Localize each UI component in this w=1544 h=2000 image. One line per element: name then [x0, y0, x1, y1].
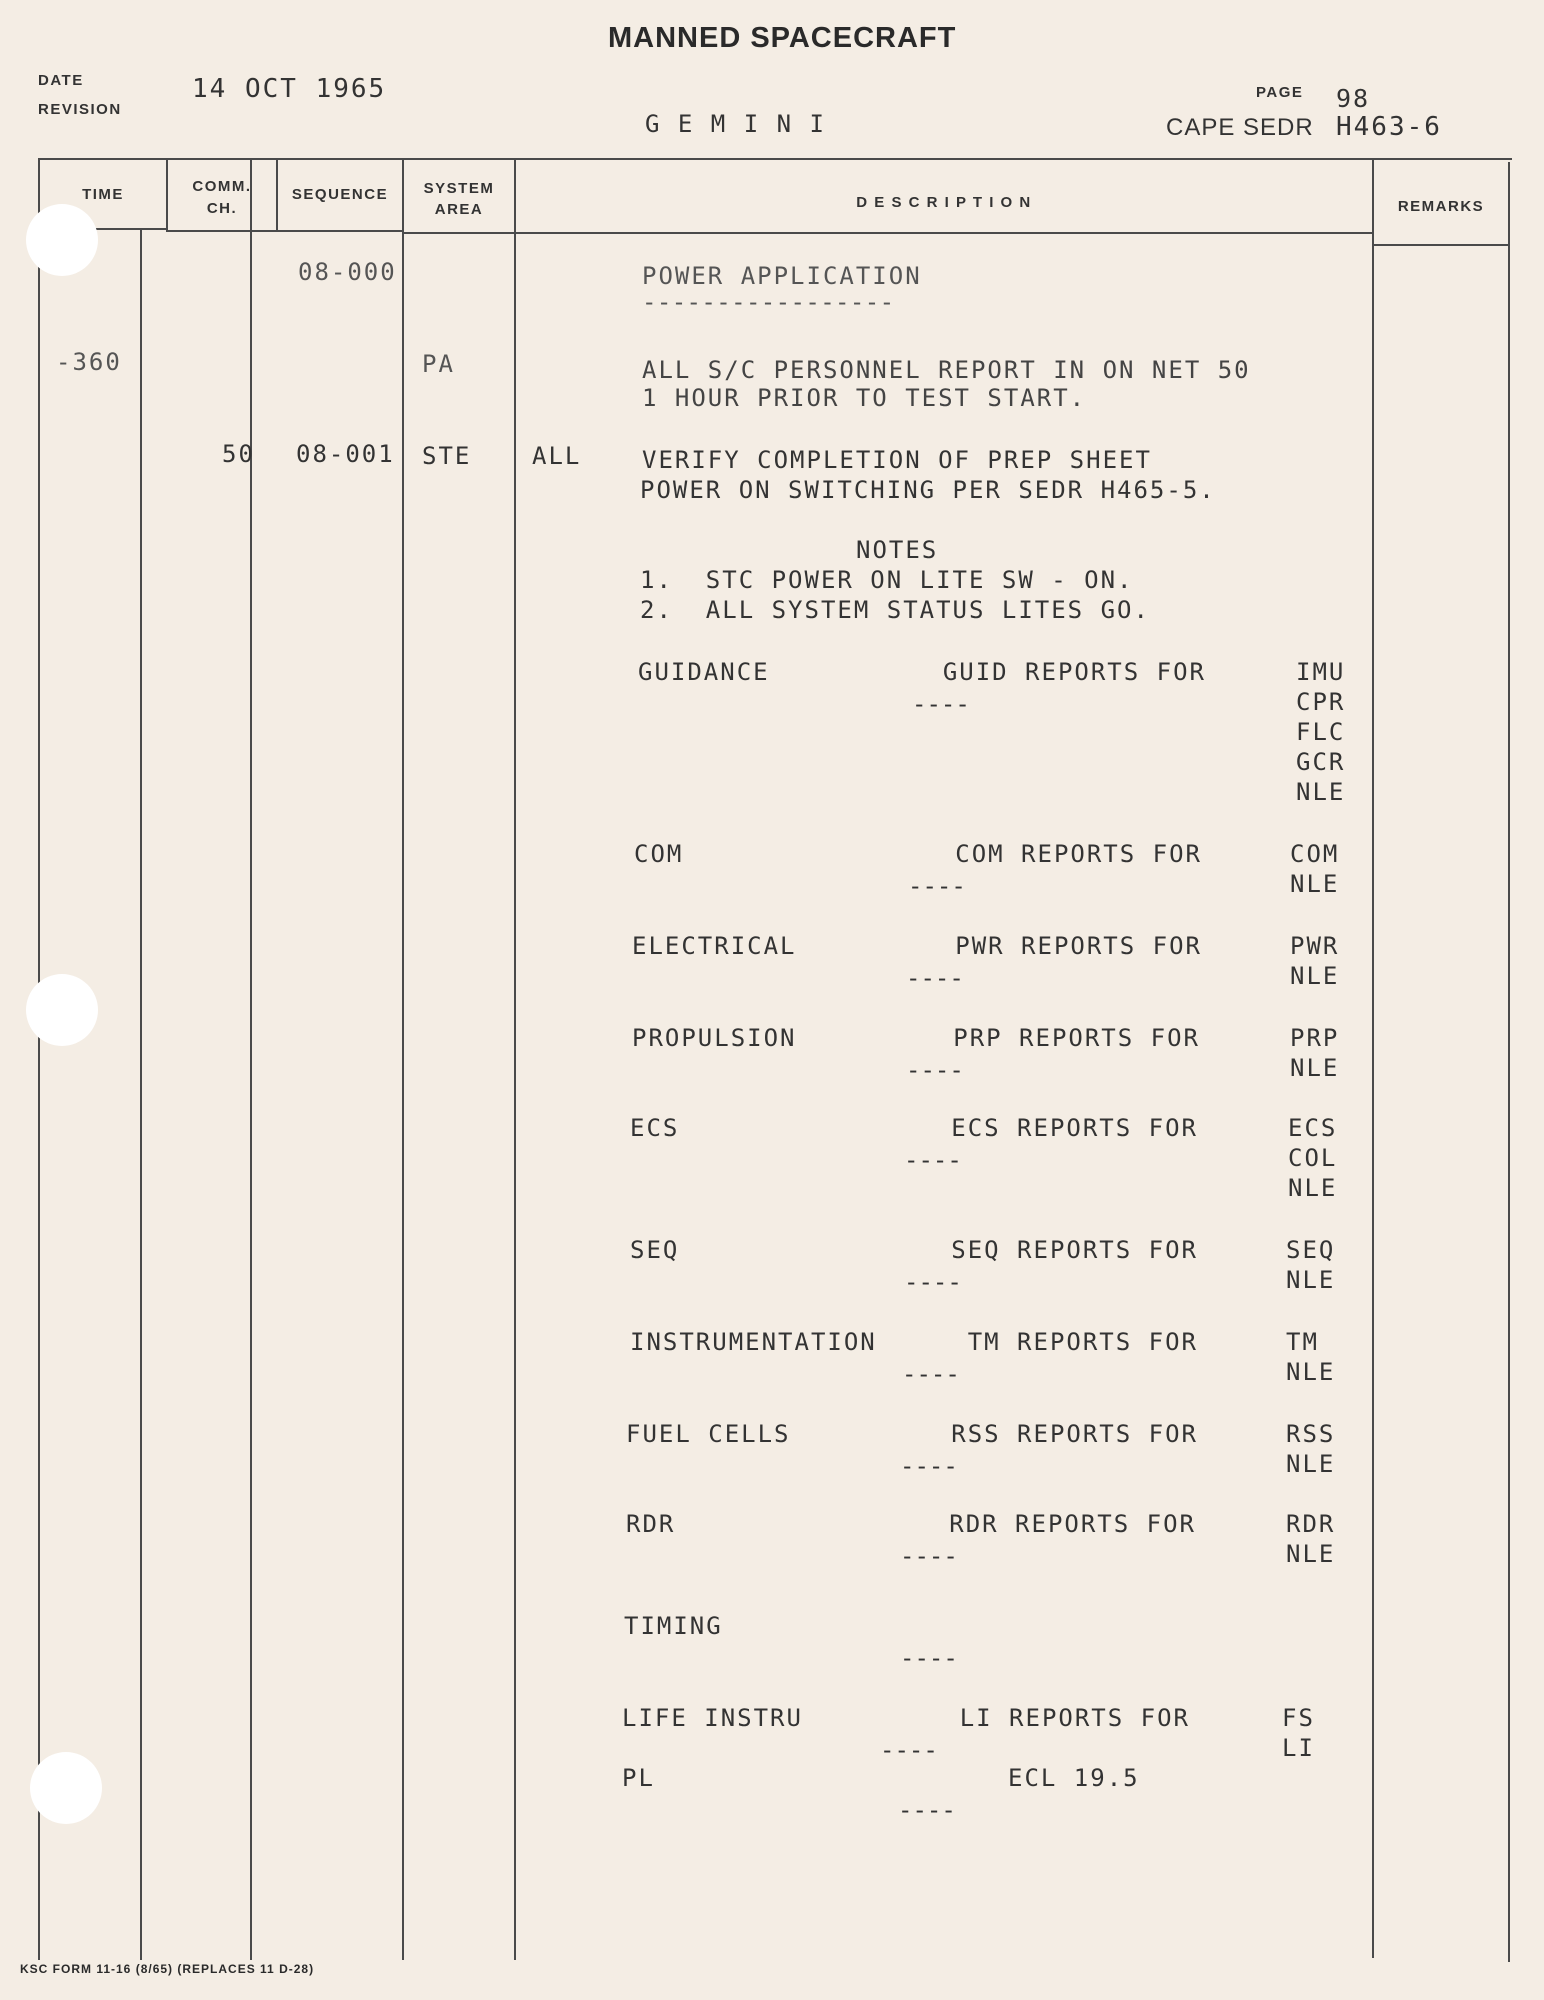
description-line: POWER ON SWITCHING PER SEDR H465-5.	[640, 476, 1216, 504]
system-dash: ----	[904, 1146, 962, 1174]
sequence-header-rule	[276, 230, 404, 232]
section-title-underline: -----------------	[642, 288, 895, 316]
system-report-line: RSS REPORTS FOR	[951, 1420, 1198, 1448]
system-dash: ----	[898, 1796, 956, 1824]
system-report-item: LI	[1282, 1734, 1315, 1762]
page-title: MANNED SPACECRAFT	[608, 22, 957, 54]
description-line: 1 HOUR PRIOR TO TEST START.	[642, 384, 1087, 412]
system-report-item: NLE	[1286, 1540, 1336, 1568]
sequence-08-001: 08-001	[296, 440, 395, 468]
description-header-rule	[514, 232, 1372, 234]
revision-label: REVISION	[38, 101, 122, 118]
description-remarks-divider	[1372, 160, 1374, 1958]
column-header-description: D E S C R I P T I O N	[856, 194, 1032, 211]
column-header-comm-line1: COMM.	[192, 178, 252, 195]
system-report-item: PRP	[1290, 1024, 1340, 1052]
time-minus-360: -360	[56, 348, 122, 376]
table-top-border	[38, 158, 1512, 160]
system-report-line: ECS REPORTS FOR	[951, 1114, 1198, 1142]
system-dash: ----	[902, 1360, 960, 1388]
column-header-system-line2: AREA	[434, 201, 484, 218]
system-report-item: RDR	[1286, 1510, 1336, 1538]
system-report-line: PRP REPORTS FOR	[953, 1024, 1200, 1052]
page-label: PAGE	[1256, 84, 1304, 101]
system-report-item: FLC	[1296, 718, 1346, 746]
system-report-line: SEQ REPORTS FOR	[951, 1236, 1198, 1264]
system-name: PL	[622, 1764, 655, 1792]
system-area-pa: PA	[422, 350, 455, 378]
system-dash: ----	[900, 1452, 958, 1480]
system-name: COM	[634, 840, 684, 868]
system-report-item: IMU	[1296, 658, 1346, 686]
date-label: DATE	[38, 72, 84, 89]
form-number: KSC FORM 11-16 (8/65) (REPLACES 11 D-28)	[20, 1962, 315, 1976]
note-item: 2. ALL SYSTEM STATUS LITES GO.	[640, 596, 1150, 624]
system-report-item: COM	[1290, 840, 1340, 868]
system-report-line: RDR REPORTS FOR	[949, 1510, 1196, 1538]
column-header-sequence: SEQUENCE	[291, 186, 389, 203]
time-comm-divider	[140, 230, 142, 1960]
page-number: 98	[1336, 84, 1371, 113]
system-report-item: CPR	[1296, 688, 1346, 716]
system-report-item: NLE	[1290, 962, 1340, 990]
doc-label: CAPE SEDR	[1166, 114, 1314, 141]
comm-sequence-divider	[250, 158, 252, 1960]
system-report-line: LI REPORTS FOR	[959, 1704, 1190, 1732]
system-name: RDR	[626, 1510, 676, 1538]
date-value: 14 OCT 1965	[192, 74, 387, 104]
system-report-item: TM	[1286, 1328, 1319, 1356]
remarks-header-rule	[1372, 244, 1510, 246]
system-report-item: NLE	[1290, 1054, 1340, 1082]
system-dash: ----	[906, 1056, 964, 1084]
column-header-remarks: REMARKS	[1397, 198, 1485, 215]
system-report-item: NLE	[1290, 870, 1340, 898]
column-header-time: TIME	[82, 186, 124, 203]
notes-title: NOTES	[856, 536, 939, 564]
system-name: GUIDANCE	[638, 658, 770, 686]
column-header-comm-line2: CH.	[206, 200, 238, 217]
section-title: POWER APPLICATION	[642, 262, 922, 290]
system-dash: ----	[904, 1268, 962, 1296]
system-report-line: PWR REPORTS FOR	[955, 932, 1202, 960]
system-report-item: NLE	[1286, 1450, 1336, 1478]
binder-hole	[26, 974, 98, 1046]
system-dash: ----	[906, 964, 964, 992]
system-dash: ----	[912, 690, 970, 718]
system-report-line: ECL 19.5	[1008, 1764, 1140, 1792]
description-line: ALL S/C PERSONNEL REPORT IN ON NET 50	[642, 356, 1251, 384]
system-report-item: ECS	[1288, 1114, 1338, 1142]
sequence-08-000: 08-000	[298, 258, 397, 286]
system-report-line: GUID REPORTS FOR	[942, 658, 1206, 686]
system-report-item: NLE	[1286, 1358, 1336, 1386]
column-header-system-line1: SYSTEM	[423, 180, 495, 197]
system-name: INSTRUMENTATION	[630, 1328, 877, 1356]
sequence-system-divider	[402, 158, 404, 1960]
system-description-divider	[514, 160, 516, 1960]
binder-hole	[26, 204, 98, 276]
system-header-rule	[404, 232, 514, 234]
system-report-item: NLE	[1286, 1266, 1336, 1294]
system-report-item: COL	[1288, 1144, 1338, 1172]
system-area-ste: STE	[422, 442, 472, 470]
system-report-line: COM REPORTS FOR	[955, 840, 1202, 868]
system-report-line: TM REPORTS FOR	[967, 1328, 1198, 1356]
note-item: 1. STC POWER ON LITE SW - ON.	[640, 566, 1134, 594]
system-name: ELECTRICAL	[632, 932, 797, 960]
system-dash: ----	[900, 1644, 958, 1672]
system-name: SEQ	[630, 1236, 680, 1264]
table-right-border	[1508, 162, 1510, 1962]
area-all: ALL	[532, 442, 582, 470]
comm-channel-50: 50	[222, 440, 255, 468]
system-report-item: GCR	[1296, 748, 1346, 776]
program-name: G E M I N I	[645, 110, 826, 138]
system-name: ECS	[630, 1114, 680, 1142]
system-report-item: FS	[1282, 1704, 1315, 1732]
system-report-item: NLE	[1296, 778, 1346, 806]
system-report-item: PWR	[1290, 932, 1340, 960]
binder-hole	[30, 1752, 102, 1824]
system-name: TIMING	[624, 1612, 723, 1640]
system-report-item: RSS	[1286, 1420, 1336, 1448]
doc-number: H463-6	[1336, 112, 1442, 142]
system-dash: ----	[908, 872, 966, 900]
system-name: FUEL CELLS	[626, 1420, 791, 1448]
system-dash: ----	[900, 1542, 958, 1570]
system-report-item: NLE	[1288, 1174, 1338, 1202]
system-dash: ----	[880, 1736, 938, 1764]
system-name: PROPULSION	[632, 1024, 797, 1052]
system-report-item: SEQ	[1286, 1236, 1336, 1264]
comm-header-rule	[166, 230, 276, 232]
table-left-border	[38, 158, 40, 1960]
system-name: LIFE INSTRU	[622, 1704, 803, 1732]
description-line: VERIFY COMPLETION OF PREP SHEET	[642, 446, 1152, 474]
